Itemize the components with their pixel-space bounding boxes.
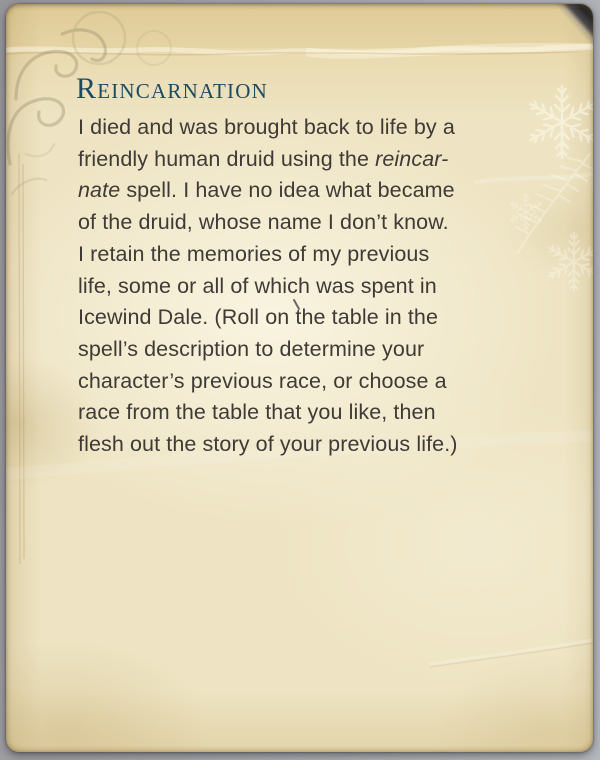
body-line: character’s previous race, or choose a <box>78 368 447 393</box>
body-text <box>78 112 557 461</box>
body-line: race from the table that you like, then <box>78 400 436 425</box>
body-line: life, some or all of which was spent in <box>78 273 437 298</box>
body-line: I retain the memories of my previous <box>78 241 430 266</box>
spine-crease-lines <box>19 154 24 564</box>
body-line: spell’s description to determine your <box>78 336 425 361</box>
page-title: Reincarnation <box>76 72 268 105</box>
body-line: I died and was brought back to life by a <box>78 115 455 139</box>
parchment-page <box>6 4 593 752</box>
body-line: nate spell. I have no idea what became <box>78 178 455 203</box>
body-line: of the druid, whose name I don’t know. <box>78 210 449 235</box>
body-line: friendly human druid using the reincar- <box>78 146 449 171</box>
page-content <box>76 72 557 461</box>
torn-corner <box>543 4 593 50</box>
italic-spell-name: reincar- <box>375 146 449 171</box>
body-line: Icewind Dale. (Roll on the table in the <box>78 305 439 330</box>
body-line: flesh out the story of your previous life.) <box>78 432 458 457</box>
italic-spell-name: nate <box>78 178 121 203</box>
